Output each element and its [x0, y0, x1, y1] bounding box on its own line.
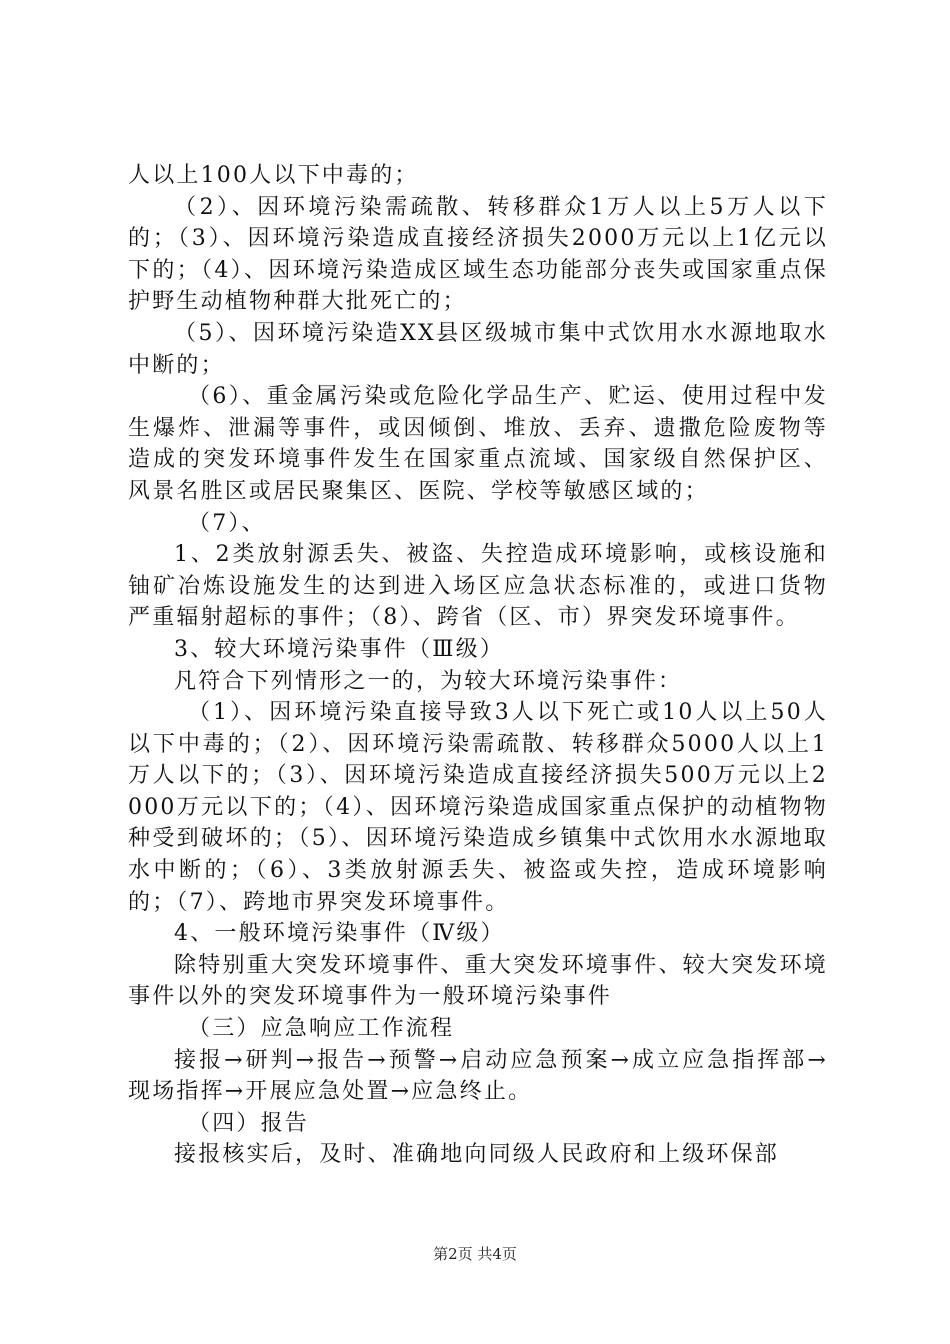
section-heading-4: 4、一般环境污染事件（Ⅳ级）	[174, 921, 505, 947]
paragraph-13: 接报→研判→报告→预警→启动应急预案→成立应急指挥部→现场指挥→开展应急处置→应急终止。	[128, 1047, 828, 1105]
paragraph-4: （6）、重金属污染或危险化学品生产、贮运、使用过程中发生爆炸、泄漏等事件，或因倾倒、堆放、丢弃、遗撒危险废物等造成的突发环境事件发生在国家重点流域、国家级自然保护区、风景名胜区或居民聚集区、医院、学校等敏感区域的；	[128, 384, 828, 504]
paragraph-11: 除特别重大突发环境事件、重大突发环境事件、较大突发环境事件以外的突发环境事件为一般环境污染事件	[128, 952, 828, 1010]
subsection-heading-workflow: （三）应急响应工作流程	[188, 1016, 455, 1042]
paragraph-6: 1、2类放射源丢失、被盗、失控造成环境影响，或核设施和铀矿冶炼设施发生的达到进入场区应急状态标准的，或进口货物严重辐射超标的事件；（8）、跨省（区、市）界突发环境事件。	[128, 542, 828, 631]
subsection-heading-report: （四）报告	[188, 1110, 310, 1136]
document-body	[128, 160, 828, 1171]
paragraph-5: （7）、	[188, 510, 266, 536]
paragraph-2: （2）、因环境污染需疏散、转移群众1万人以上5万人以下的；（3）、因环境污染造成直接经济损失2000万元以上1亿元以下的；（4）、因环境污染造成区域生态功能部分丧失或国家重点保护野生动植物种群大批死亡的；	[128, 194, 828, 315]
paragraph-8: 凡符合下列情形之一的，为较大环境污染事件：	[174, 668, 683, 694]
paragraph-3: （5）、因环境污染造XX县区级城市集中式饮用水水源地取水中断的；	[128, 320, 828, 378]
paragraph-15: 接报核实后，及时、准确地向同级人民政府和上级环保部	[174, 1142, 780, 1168]
page-footer: 第2页 共4页	[433, 1245, 517, 1263]
section-heading-3: 3、较大环境污染事件（Ⅲ级）	[174, 636, 505, 662]
paragraph-1: 人以上100人以下中毒的；	[128, 163, 419, 188]
paragraph-9: （1）、因环境污染直接导致3人以下死亡或10人以上50人以下中毒的；（2）、因环境污染需疏散、转移群众5000人以上1万人以下的；（3）、因环境污染造成直接经济损失500万元以上2000万元以下的；（4）、因环境污染造成国家重点保护的动植物物种受到破坏的；（5）、因环境污染造成乡镇集中式饮用水水源地取水中断的；（6）、3类放射源丢失、被盗或失控，造成环境影响的；（7）、跨地市界突发环境事件。	[128, 700, 828, 915]
